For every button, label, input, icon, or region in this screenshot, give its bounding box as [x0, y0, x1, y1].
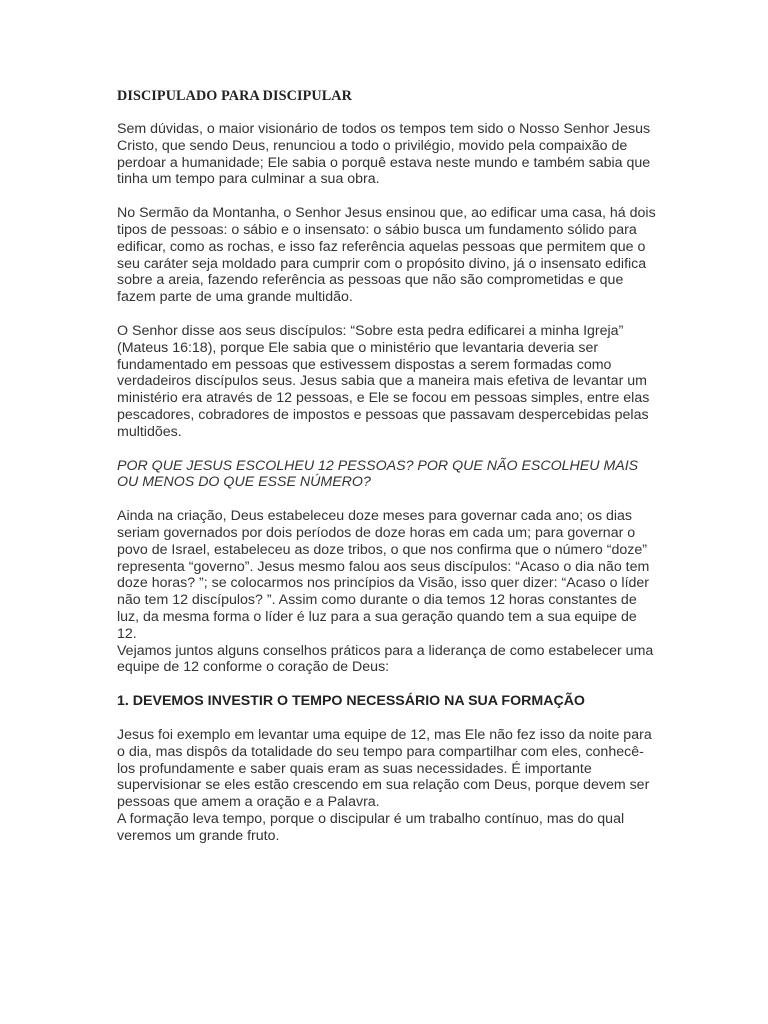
paragraph-disciples: O Senhor disse aos seus discípulos: “Sobre esta pedra edificarei a minha Igreja” (Mateus 16:18), porque Ele sabia que o ministério que levantaria deveria ser fundamentado em pessoas que estivessem dispostas a serem formadas como verdadeiros discípulos seus. Jesus sabia que a maneira mais efetiva de levantar um ministério era através de 12 pessoas, e Ele se focou em pessoas simples, entre elas pescadores, cobradores de impostos e pessoas que passavam despercebidas pelas multidões.: [117, 322, 650, 440]
paragraph-creation: Ainda na criação, Deus estabeleceu doze meses para governar cada ano; os dias seriam governados por dois períodos de doze horas em cada um; para governar o povo de Israel, estabeleceu as doze tribos, o que nos confirma que o número “doze” representa “governo”. Jesus mesmo falou aos seus discípulos: “Acaso o dia não tem doze horas? ”; se colocarmos nos princípios da Visão, isso quer dizer: “Acaso o líder não tem 12 discípulos? ”. Assim como durante o dia temos 12 horas constantes de luz, da mesma forma o líder é luz para a sua geração quando tem a sua equipe de 12.: [117, 508, 650, 642]
section-paragraph-2: A formação leva tempo, porque o discipular é um trabalho contínuo, mas do qual veremos um grande fruto.: [117, 810, 625, 844]
section-heading: 1. DEVEMOS INVESTIR O TEMPO NECESSÁRIO NA SUA FORMAÇÃO: [117, 693, 585, 710]
paragraph-intro: Sem dúvidas, o maior visionário de todos os tempos tem sido o Nosso Senhor Jesus Cristo, que sendo Deus, renunciou a todo o privilégio, movido pela compaixão de perdoar a humanidade; Ele sabia o porquê estava neste mundo e também sabia que tinha um tempo para culminar a sua obra.: [117, 121, 651, 188]
section-paragraph-1: Jesus foi exemplo em levantar uma equipe de 12, mas Ele não fez isso da noite para o dia, mas dispôs da totalidade do seu tempo para compartilhar com eles, conhecê-los profundamente e saber quais eram as suas necessidades. É importante supervisionar se eles estão crescendo em sua relação com Deus, porque devem ser pessoas que amem a oração e a Palavra.: [117, 726, 652, 811]
paragraph-advice: Vejamos juntos alguns conselhos práticos para a liderança de como estabelecer uma equipe de 12 conforme o coração de Deus:: [117, 642, 654, 676]
document-title: DISCIPULADO PARA DISCIPULAR: [117, 88, 352, 104]
paragraph-sermon: No Sermão da Montanha, o Senhor Jesus ensinou que, ao edificar uma casa, há dois tipos de pessoas: o sábio e o insensato: o sábio busca um fundamento sólido para edificar, como as rochas, e isso faz referência aquelas pessoas que permitem que o seu caráter seja moldado para cumprir com o propósito divino, já o insensato edifica sobre a areia, fazendo referência as pessoas que não são comprometidas e que fazem parte de uma grande multidão.: [117, 205, 656, 306]
document-page: [117, 88, 657, 861]
question-heading: POR QUE JESUS ESCOLHEU 12 PESSOAS? POR QUE NÃO ESCOLHEU MAIS OU MENOS DO QUE ESSE NÚMERO?: [117, 457, 639, 491]
